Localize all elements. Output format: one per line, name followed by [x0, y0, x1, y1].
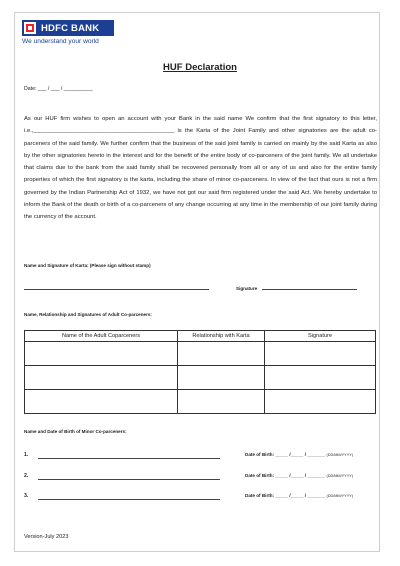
minor-name-line[interactable]: [38, 479, 220, 480]
document-title: HUF Declaration: [163, 62, 237, 73]
table-cell-signature[interactable]: [265, 366, 376, 390]
table-cell-relationship[interactable]: [178, 390, 265, 414]
table-row: [25, 390, 376, 414]
adult-coparceners-table: [24, 330, 376, 414]
adult-coparceners-heading: Name, Relationship and Signatures of Adult Co-parceners:: [24, 312, 152, 317]
karta-heading: Name and Signature of Karta: (Please sign without stamp): [24, 263, 151, 268]
column-header-name: Name of the Adult Coparceners: [25, 331, 178, 342]
signature-label: Signature: [236, 286, 258, 291]
minor-name-line[interactable]: [38, 499, 220, 500]
minor-number: 2.: [24, 473, 29, 479]
dob-format: (DD/MM/YYYY): [326, 453, 354, 457]
karta-name-line[interactable]: [24, 289, 209, 290]
table-header-row: [25, 331, 376, 342]
page-border: [14, 12, 380, 552]
date-field[interactable]: Date: ___ / ___ / __________: [24, 86, 93, 92]
bank-name: HDFC BANK: [41, 22, 100, 34]
minor-number: 1.: [24, 452, 29, 458]
table-cell-signature[interactable]: [265, 342, 376, 366]
dob-label: Date of Birth: _____ /_____ / _______: [245, 452, 326, 457]
version-label: Version-July 2023: [24, 534, 69, 540]
minor-row: [24, 493, 376, 503]
bank-logo: [22, 20, 114, 36]
minor-dob-field[interactable]: [245, 452, 353, 457]
table-row: [25, 366, 376, 390]
minor-dob-field[interactable]: [245, 473, 353, 478]
dob-format: (DD/MM/YYYY): [326, 494, 354, 498]
dob-label: Date of Birth: _____ /_____ / _______: [245, 493, 326, 498]
dob-format: (DD/MM/YYYY): [326, 474, 354, 478]
minor-row: [24, 452, 376, 462]
table-row: [25, 342, 376, 366]
table-cell-signature[interactable]: [265, 390, 376, 414]
declaration-body: As our HUF firm wishes to open an account with your Bank in the said name We confirm that the first signatory to this letter, i.e.,___________________________________________ is the Karta of the Joint Family and other signatories are the adult co-parceners of the said family. We further confirm that the business of the said joint family is carried on mainly by the said Karta as also by the other signatories hereto in the interest and for the benefit of the entire body of co-parceners of the joint family. We all undertake that claims due to the bank from the said family shall be recovered personally from all or any of us and also for the entire family properties of which the first signatory is the karta, including the share of minor co-parceners. In view of the fact that ours is not a firm governed by the Indian Partnership Act of 1932, we have not got our said firm registered under the said Act. We hereby undertake to inform the Bank of the death or birth of a co-parceners of any change occurring at any time in the membership of our joint family during the currency of the account.: [24, 116, 377, 220]
table-cell-relationship[interactable]: [178, 342, 265, 366]
minor-row: [24, 473, 376, 483]
bank-tagline: We understand your world: [22, 38, 99, 45]
table-cell-relationship[interactable]: [178, 366, 265, 390]
table-cell-name[interactable]: [25, 342, 178, 366]
minor-dob-field[interactable]: [245, 493, 353, 498]
karta-signature-line[interactable]: [262, 289, 357, 290]
dob-label: Date of Birth: _____ /_____ / _______: [245, 473, 326, 478]
table-cell-name[interactable]: [25, 390, 178, 414]
minor-number: 3.: [24, 493, 29, 499]
minor-coparceners-heading: Name and Date of Birth of Minor Co-parceners:: [24, 429, 127, 434]
minor-name-line[interactable]: [38, 458, 220, 459]
bank-logo-icon: [24, 22, 36, 34]
column-header-relationship: Relationship with Karta: [178, 331, 265, 342]
table-cell-name[interactable]: [25, 366, 178, 390]
column-header-signature: Signature: [265, 331, 376, 342]
